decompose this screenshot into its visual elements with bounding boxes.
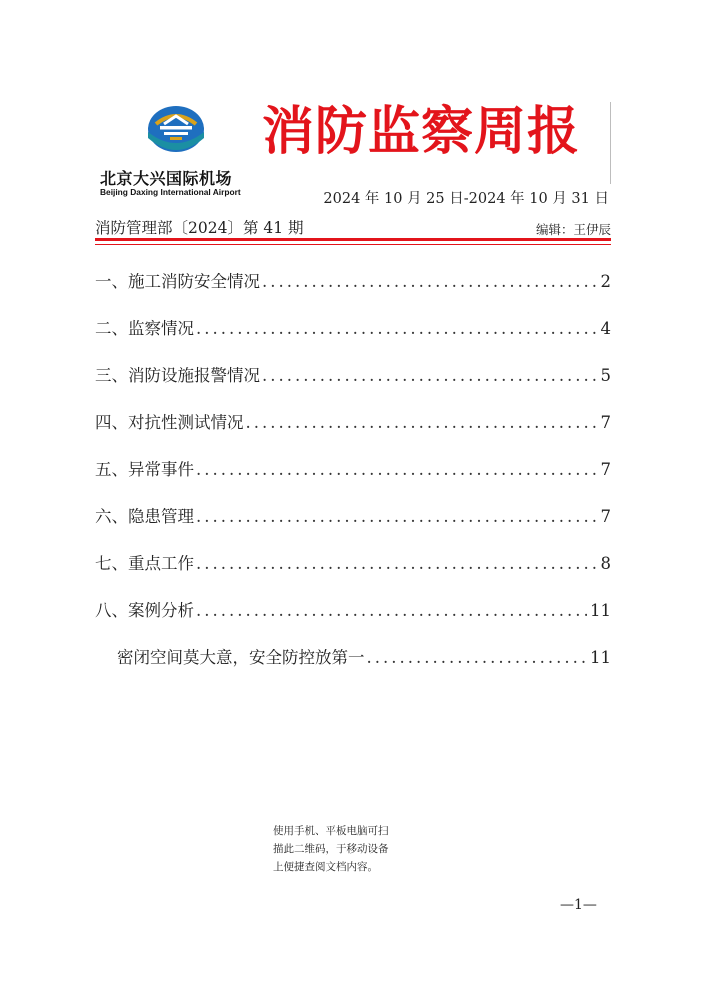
toc-item[interactable] xyxy=(95,409,611,456)
toc-leader-dots xyxy=(196,554,598,573)
masthead-title: 消防监察周报 xyxy=(262,101,581,162)
header-rule-thick xyxy=(95,238,611,241)
toc-item-page: 5 xyxy=(600,366,611,385)
masthead-divider xyxy=(610,102,611,184)
header-rule-thin xyxy=(95,244,611,245)
qr-code-caption xyxy=(273,822,423,876)
airport-name-en: Beijing Daxing International Airport xyxy=(100,187,241,197)
toc-item[interactable] xyxy=(95,597,611,644)
toc-item-label: 六、隐患管理 xyxy=(95,507,194,526)
toc-item-page: 11 xyxy=(590,601,611,620)
editor-credit: 编辑：王伊辰 xyxy=(535,222,611,237)
toc-item-page: 11 xyxy=(590,648,611,667)
toc-subitem[interactable] xyxy=(95,644,611,691)
qr-caption-line: 描此二维码，于移动设备 xyxy=(273,843,389,855)
toc-item-label: 五、异常事件 xyxy=(95,460,194,479)
toc-item[interactable] xyxy=(95,550,611,597)
toc-leader-dots xyxy=(196,319,598,338)
toc-item-label: 一、施工消防安全情况 xyxy=(95,272,260,291)
toc-leader-dots xyxy=(196,507,598,526)
toc-item-label: 三、消防设施报警情况 xyxy=(95,366,260,385)
toc-item[interactable] xyxy=(95,268,611,315)
toc-item-label: 四、对抗性测试情况 xyxy=(95,413,244,432)
qr-caption-line: 使用手机、平板电脑可扫 xyxy=(273,825,389,837)
toc-item-label: 二、监察情况 xyxy=(95,319,194,338)
toc-item-label: 八、案例分析 xyxy=(95,601,194,620)
airport-emblem-icon xyxy=(144,104,208,162)
date-range: 2024 年 10 月 25 日-2024 年 10 月 31 日 xyxy=(323,191,609,207)
toc-leader-dots xyxy=(196,601,587,620)
toc-item-label: 密闭空间莫大意，安全防控放第一 xyxy=(117,648,365,667)
toc-item[interactable] xyxy=(95,315,611,362)
toc-item-page: 7 xyxy=(600,460,611,479)
airport-logo xyxy=(100,104,260,200)
qr-caption-line: 上便捷查阅文档内容。 xyxy=(273,861,378,873)
toc-leader-dots xyxy=(262,272,598,291)
toc-leader-dots xyxy=(196,460,598,479)
toc-item-page: 4 xyxy=(600,319,611,338)
airport-name-cn: 北京大兴国际机场 xyxy=(100,169,233,188)
toc-item-page: 8 xyxy=(600,554,611,573)
toc-leader-dots xyxy=(246,413,598,432)
toc-leader-dots xyxy=(367,648,588,667)
toc-item-page: 7 xyxy=(600,413,611,432)
toc-leader-dots xyxy=(262,366,598,385)
toc-item[interactable] xyxy=(95,456,611,503)
issue-number: 消防管理部〔2024〕第 41 期 xyxy=(95,219,304,237)
page-number: —1— xyxy=(560,897,597,913)
toc-item[interactable] xyxy=(95,503,611,550)
toc-item-label: 七、重点工作 xyxy=(95,554,194,573)
toc-item-page: 2 xyxy=(600,272,611,291)
toc-item[interactable] xyxy=(95,362,611,409)
table-of-contents xyxy=(95,268,611,691)
toc-item-page: 7 xyxy=(600,507,611,526)
